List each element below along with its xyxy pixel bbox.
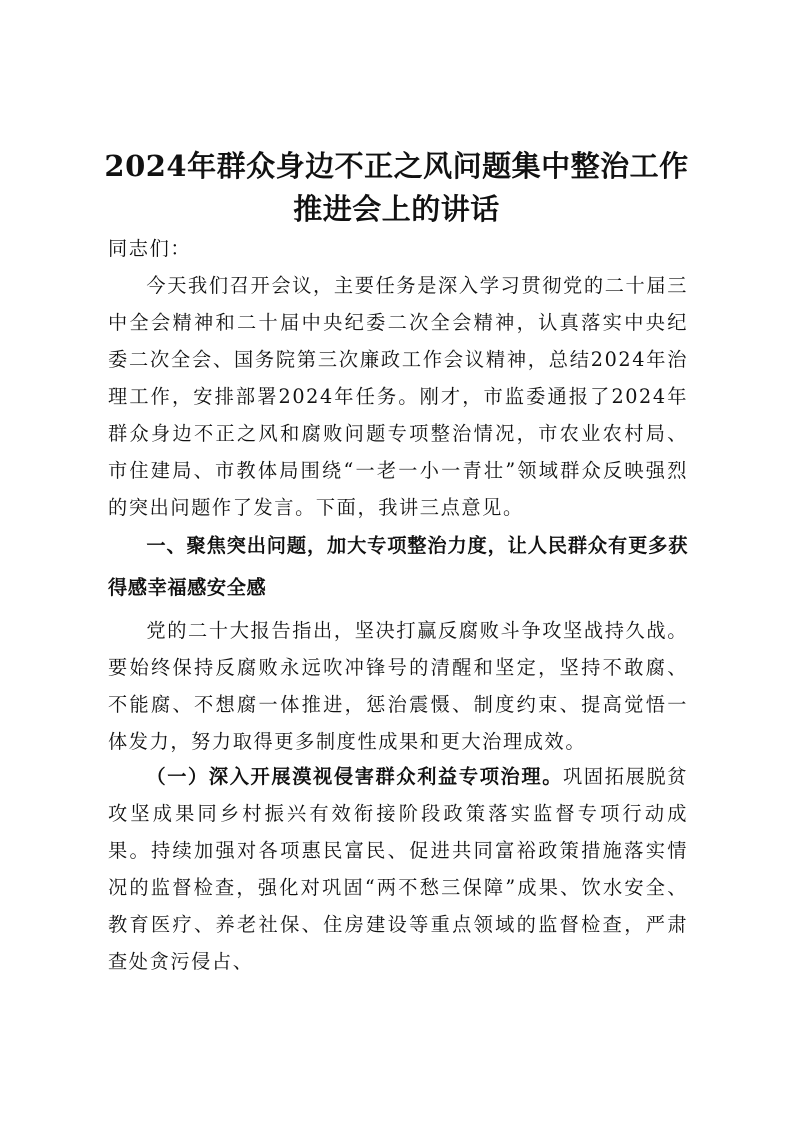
paragraph-1-block (108, 267, 688, 526)
document-title-line-1: 2024年群众身边不正之风问题集中整治工作 (104, 149, 689, 183)
paragraph-2: 党的二十大报告指出，坚决打赢反腐败斗争攻坚战持久战。要始终保持反腐败永远吹冲锋号的清醒和坚定，坚持不敢腐、不能腐、不想腐一体推进，惩治震慑、制度约束、提高觉悟一体发力，努力取得更多制度性成果和更大治理成效。 (108, 619, 688, 753)
paragraph-1: 今天我们召开会议，主要任务是深入学习贯彻党的二十届三中全会精神和二十届中央纪委二次全会精神，认真落实中央纪委二次全会、国务院第三次廉政工作会议精神，总结2024年治理工作，安排部署2024年任务。刚才，市监委通报了2024年群众身边不正之风和腐败问题专项整治情况，市农业农村局、市住建局、市教体局围绕“一老一小一青壮”领域群众反映强烈的突出问题作了发言。下面，我讲三点意见。 (108, 274, 688, 519)
section-heading-1: 一、聚焦突出问题，加大专项整治力度，让人民群众有更多获得感幸福感安全感 (108, 534, 688, 599)
greeting: 同志们： (108, 237, 192, 260)
paragraph-3 (108, 758, 688, 980)
paragraph-2-block (108, 612, 688, 760)
document-title-line-2: 推进会上的讲话 (293, 192, 500, 226)
paragraph-3-block (108, 758, 688, 980)
sub-heading-1: （一）深入开展漠视侵害群众利益专项治理。 (146, 765, 564, 788)
paragraph-3-body: 巩固拓展脱贫攻坚成果同乡村振兴有效衔接阶段政策落实监督专项行动成果。持续加强对各项惠民富民、促进共同富裕政策措施落实情况的监督检查，强化对巩固“两不愁三保障”成果、饮水安全、教育医疗、养老社保、住房建设等重点领域的监督检查，严肃查处贪污侵占、 (108, 765, 688, 973)
